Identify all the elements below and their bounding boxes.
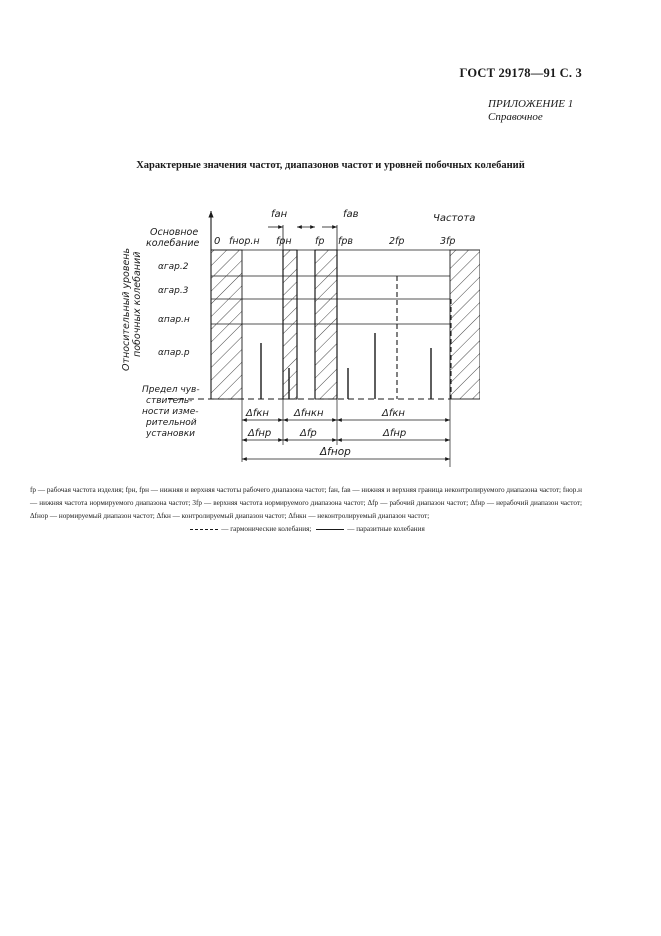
- legend-line-4: нормируемый диапазон частот; Δfкн — контролируемый диапазон частот; Δfнкн — неконтролируемый диапазон частот;: [58, 512, 430, 521]
- appendix-block: [488, 98, 573, 124]
- base-label-1: Основное: [150, 227, 199, 238]
- range-kn-left: Δfкн: [246, 408, 269, 419]
- label-f-rv: fрв: [338, 236, 353, 247]
- base-label-2: колебание: [146, 238, 200, 249]
- level-gar3: αгар.3: [158, 286, 189, 296]
- axis-x-label: Частота: [433, 213, 476, 224]
- sensitivity-5: установки: [146, 429, 196, 439]
- figure-title: Характерные значения частот, диапазонов частот и уровней побочных колебаний: [136, 160, 525, 171]
- sensitivity-2: ствитель-: [146, 396, 193, 406]
- band-nonnormed-high: [450, 250, 480, 399]
- sensitivity-4: рительной: [146, 418, 197, 428]
- range-nkn: Δfнкн: [294, 408, 324, 419]
- level-gar2: αгар.2: [158, 262, 189, 272]
- dashed-line-icon: [190, 529, 218, 530]
- document-header: ГОСТ 29178—91 С. 3: [459, 66, 582, 80]
- axis-y-label-1: Относительный уровень: [121, 247, 132, 371]
- legend-line-1: fр — рабочая частота изделия; fрн, fрн — нижняя и верхняя частоты рабочего диапазона частот; fан, fав — нижняя и верхняя: [30, 486, 417, 494]
- legend-line-5: [30, 523, 582, 536]
- axis-y-label-2: побочных колебаний: [132, 251, 143, 357]
- range-nor: Δfнор: [320, 446, 351, 458]
- label-2fr: 2fр: [389, 236, 405, 247]
- sensitivity-3: ности изме-: [142, 407, 199, 417]
- label-f-av: fав: [343, 209, 359, 220]
- label-f-r: fр: [315, 236, 325, 247]
- band-working-right: [315, 250, 337, 399]
- appendix-note: Справочное: [488, 111, 543, 123]
- band-working-left: [283, 250, 297, 399]
- solid-line-icon: [316, 529, 344, 530]
- origin-label: 0: [214, 236, 221, 247]
- legend-line-2: граница неконтролируемого диапазона частот; fнор.н — нижняя частота нормируемого диапазона частот; 3fр — верхняя: [30, 486, 582, 508]
- legend-parasitic: — паразитные колебания: [347, 525, 425, 534]
- label-f-an: fан: [271, 209, 288, 220]
- band-nonnormed-low: [211, 250, 242, 399]
- spectrum-diagram: [108, 203, 480, 471]
- legend-text: [30, 484, 582, 536]
- sensitivity-1: Предел чув-: [142, 385, 200, 395]
- label-f-rn: fрн: [276, 236, 292, 247]
- level-parr: αпар.р: [158, 348, 190, 358]
- label-3fr: 3fр: [440, 236, 456, 247]
- level-parn: αпар.н: [158, 315, 190, 325]
- range-r: Δfр: [300, 428, 317, 439]
- range-nr-right: Δfнр: [383, 428, 407, 439]
- appendix-title: ПРИЛОЖЕНИЕ 1: [488, 98, 574, 110]
- legend-line-3: частота нормируемого диапазона частот; Δfр — рабочий диапазон частот; Δfнр — нерабочий диапазон частот; Δfнор —: [30, 499, 582, 521]
- range-kn-right: Δfкн: [382, 408, 405, 419]
- legend-harmonic: — гармонические колебания;: [221, 525, 312, 534]
- label-f-nor-n: fнор.н: [229, 236, 260, 247]
- range-nr-left: Δfнр: [248, 428, 272, 439]
